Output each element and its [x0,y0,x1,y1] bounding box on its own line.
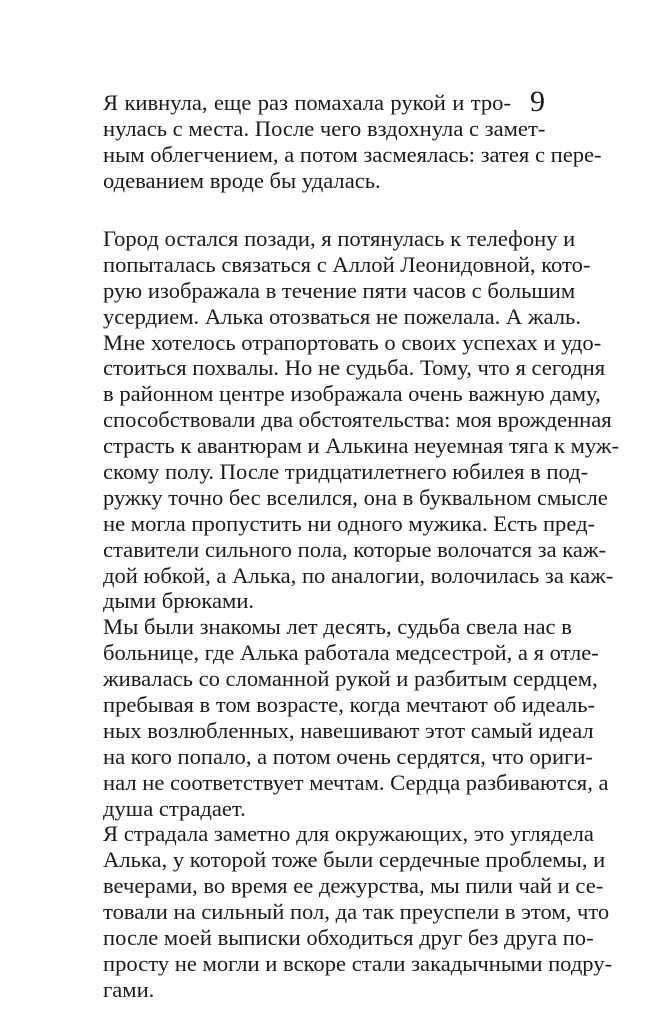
text-line: ружку точно бес вселился, она в буквальном смысле [103,484,608,510]
text-line: живалась со сломанной рукой и разбитым сердцем, [103,666,598,692]
text-line: рую изображала в течение пяти часов с большим [103,277,576,303]
text-line: не могла пропустить ни одного мужика. Есть пред- [103,510,596,536]
text-line: Алька, у которой тоже были сердечные проблемы, и [103,847,606,873]
text-line: душа страдает. [103,795,246,821]
text-line: Я кивнула, еще раз помахала рукой и тро- [103,90,511,115]
text-line: ных возлюбленных, навешивают этот самый идеал [103,717,594,743]
text-line: скому полу. После тридцатилетнего юбилея в под- [103,459,589,485]
text-line: пребывая в том возрасте, когда мечтают об идеаль- [103,692,596,718]
text-line: ным облегчением, а потом засмеялась: затея с пере- [103,141,602,167]
text-line: вечерами, во время ее дежурства, мы пили чай и се- [103,873,604,899]
page-number: 9 [530,85,545,118]
text-line: товали на сильный пол, да так преуспели в этом, что [103,899,610,925]
text-line: просту не могли и вскоре стали закадычными подру- [103,950,613,976]
text-line: усердием. Алька отозваться не пожелала. А жаль. [103,303,581,329]
text-line: попыталась связаться с Аллой Леонидовной, кото- [103,251,591,277]
text-line: Город остался позади, я потянулась к телефону и [103,226,576,251]
text-line: больнице, где Алька работала медсестрой, а я отле- [103,640,599,666]
text-line: на кого попало, а потом очень сердятся, что ориги- [103,743,593,769]
text-line: гами. [103,976,155,1002]
text-line: ставители сильного пола, которые волочатся за каж- [103,536,607,562]
text-line: в районном центре изображала очень важную даму, [103,381,601,407]
opening-paragraph [103,90,602,194]
text-line: нулась с места. После чего вздохнула с замет- [103,115,546,141]
text-line: нал не соответствует мечтам. Сердца разбиваются, а [103,769,609,795]
text-line: Мы были знакомы лет десять, судьба свела нас в [103,614,572,640]
text-line: Я страдала заметно для окружающих, это углядела [103,821,594,847]
text-line: страсть к авантюрам и Алькина неуемная тяга к муж- [103,433,620,459]
text-line: после моей выписки обходиться друг без друга по- [103,925,594,951]
text-line: дой юбкой, а Алька, по аналогии, волочилась за каж- [103,562,614,588]
text-line: дыми брюками. [103,588,255,614]
body-text [103,226,620,1003]
text-line: способствовали два обстоятельства: моя врожденная [103,407,612,433]
text-line: одеванием вроде бы удалась. [103,167,381,193]
text-line: стоиться похвалы. Но не судьба. Тому, что я сегодня [103,355,606,381]
text-line: Мне хотелось отрапортовать о своих успехах и удо- [103,329,602,355]
